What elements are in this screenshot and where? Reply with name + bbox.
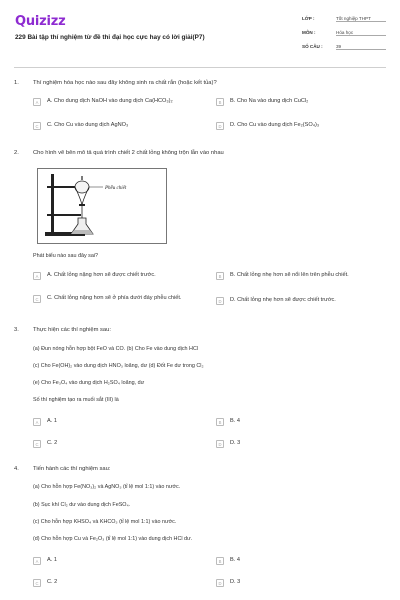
option-text: A. 1 [47,557,57,563]
question-statement: (a) Cho hỗn hợp Fe(NO₃)₂ và AgNO₃ (tỉ lệ mol 1:1) vào nước. [33,484,181,490]
option-text: B. Cho Na vào dung dịch CuCl₂ [230,98,309,104]
option-d[interactable] [216,440,240,448]
option-letter-box: C [33,579,41,587]
option-b[interactable] [216,557,240,565]
option-text: B. 4 [230,418,240,424]
option-b[interactable] [216,272,386,280]
question-statement: Số thí nghiệm tạo ra muối sắt (III) là [33,397,119,403]
option-text: D. Chất lỏng nhẹ hơn sẽ được chiết trước. [230,297,336,303]
option-letter-box: A [33,418,41,426]
separatory-funnel-figure [37,168,167,244]
question-statement: (c) Cho Fe(OH)₂ vào dung dịch HNO₃ loãng, dư (d) Đốt Fe dư trong Cl₂ [33,363,204,369]
option-c[interactable] [33,579,57,587]
question-text: Thí nghiệm hóa học nào sau đây không sinh ra chất rắn (hoặc kết tủa)? [33,80,217,86]
question-number: 3. [14,327,19,333]
option-letter-box: B [216,98,224,106]
option-text: A. 1 [47,418,57,424]
question-3 [14,327,386,457]
option-a[interactable] [33,418,57,426]
worksheet-meta [302,12,386,54]
option-c[interactable] [33,440,57,448]
option-letter-box: C [33,122,41,130]
question-4 [14,466,386,596]
option-text: A. Chất lỏng nặng hơn sẽ được chiết trước. [47,272,156,278]
option-letter-box: B [216,418,224,426]
option-a[interactable] [33,98,173,106]
question-text: Tiến hành các thí nghiệm sau: [33,466,111,472]
meta-value: 39 [336,40,386,50]
question-statement: (d) Cho hỗn hợp Cu và Fe₂O₃ (tỉ lệ mol 1:1) vào dung dịch HCl dư. [33,536,193,542]
meta-value: Tốt nghiệp THPT [336,12,386,22]
option-text: A. Cho dung dịch NaOH vào dung dịch Ca(HCO₃)₂ [47,98,173,104]
option-letter-box: A [33,557,41,565]
option-letter-box: C [33,295,41,303]
meta-row-count [302,40,386,54]
question-1 [14,80,386,140]
header-divider [14,67,386,68]
option-a[interactable] [33,557,57,565]
question-statement: (b) Sục khí Cl₂ dư vào dung dịch FeSO₄. [33,502,131,508]
option-letter-box: D [216,122,224,130]
option-text: B. Chất lỏng nhẹ hơn sẽ nổi lên trên phễu chiết. [230,272,349,278]
question-subtext: Phát biểu nào sau đây sai? [33,253,99,259]
quizizz-logo: Quizizz [15,14,66,29]
meta-value: Hóa học [336,26,386,36]
option-text: B. 4 [230,557,240,563]
option-d[interactable] [216,297,386,305]
figure-label: Phễu chiết [105,186,127,191]
option-letter-box: D [216,440,224,448]
option-letter-box: C [33,440,41,448]
meta-row-subject [302,26,386,40]
question-text: Cho hình vẽ bên mô tả quá trình chiết 2 chất lỏng không trộn lẫn vào nhau [33,150,224,156]
question-statement: (e) Cho Fe₃O₄ vào dung dịch H₂SO₄ loãng, dư [33,380,145,386]
meta-label: SỐ CÂU : [302,44,323,49]
option-text: D. Cho Cu vào dung dịch Fe₂(SO₄)₃ [230,122,320,128]
option-letter-box: A [33,272,41,280]
option-text: C. Chất lỏng nặng hơn sẽ ở phía dưới đáy phễu chiết. [47,295,182,301]
option-c[interactable] [33,295,197,303]
meta-label: LỚP : [302,16,315,21]
meta-row-class [302,12,386,26]
option-text: D. 3 [230,579,241,585]
option-letter-box: B [216,557,224,565]
option-letter-box: D [216,297,224,305]
question-text: Thực hiện các thí nghiệm sau: [33,327,111,333]
meta-label: MÔN : [302,30,316,35]
option-text: C. 2 [47,579,58,585]
option-letter-box: D [216,579,224,587]
option-letter-box: A [33,98,41,106]
option-letter-box: B [216,272,224,280]
option-b[interactable] [216,98,308,106]
question-number: 2. [14,150,19,156]
question-number: 4. [14,466,19,472]
worksheet-title: 229 Bài tập thí nghiệm từ đề thi đại học cực hay có lời giải(P7) [15,34,205,41]
option-a[interactable] [33,272,193,280]
option-d[interactable] [216,579,240,587]
question-statement: (c) Cho hỗn hợp KHSO₄ và KHCO₃ (tỉ lệ mol 1:1) vào nước. [33,519,177,525]
question-statement: (a) Đun nóng hỗn hợp bột FeO và CO. (b) Cho Fe vào dung dịch HCl [33,346,199,352]
option-b[interactable] [216,418,240,426]
question-number: 1. [14,80,19,86]
option-text: D. 3 [230,440,241,446]
option-c[interactable] [33,122,128,130]
option-d[interactable] [216,122,319,130]
option-text: C. Cho Cu vào dung dịch AgNO₃ [47,122,129,128]
option-text: C. 2 [47,440,58,446]
